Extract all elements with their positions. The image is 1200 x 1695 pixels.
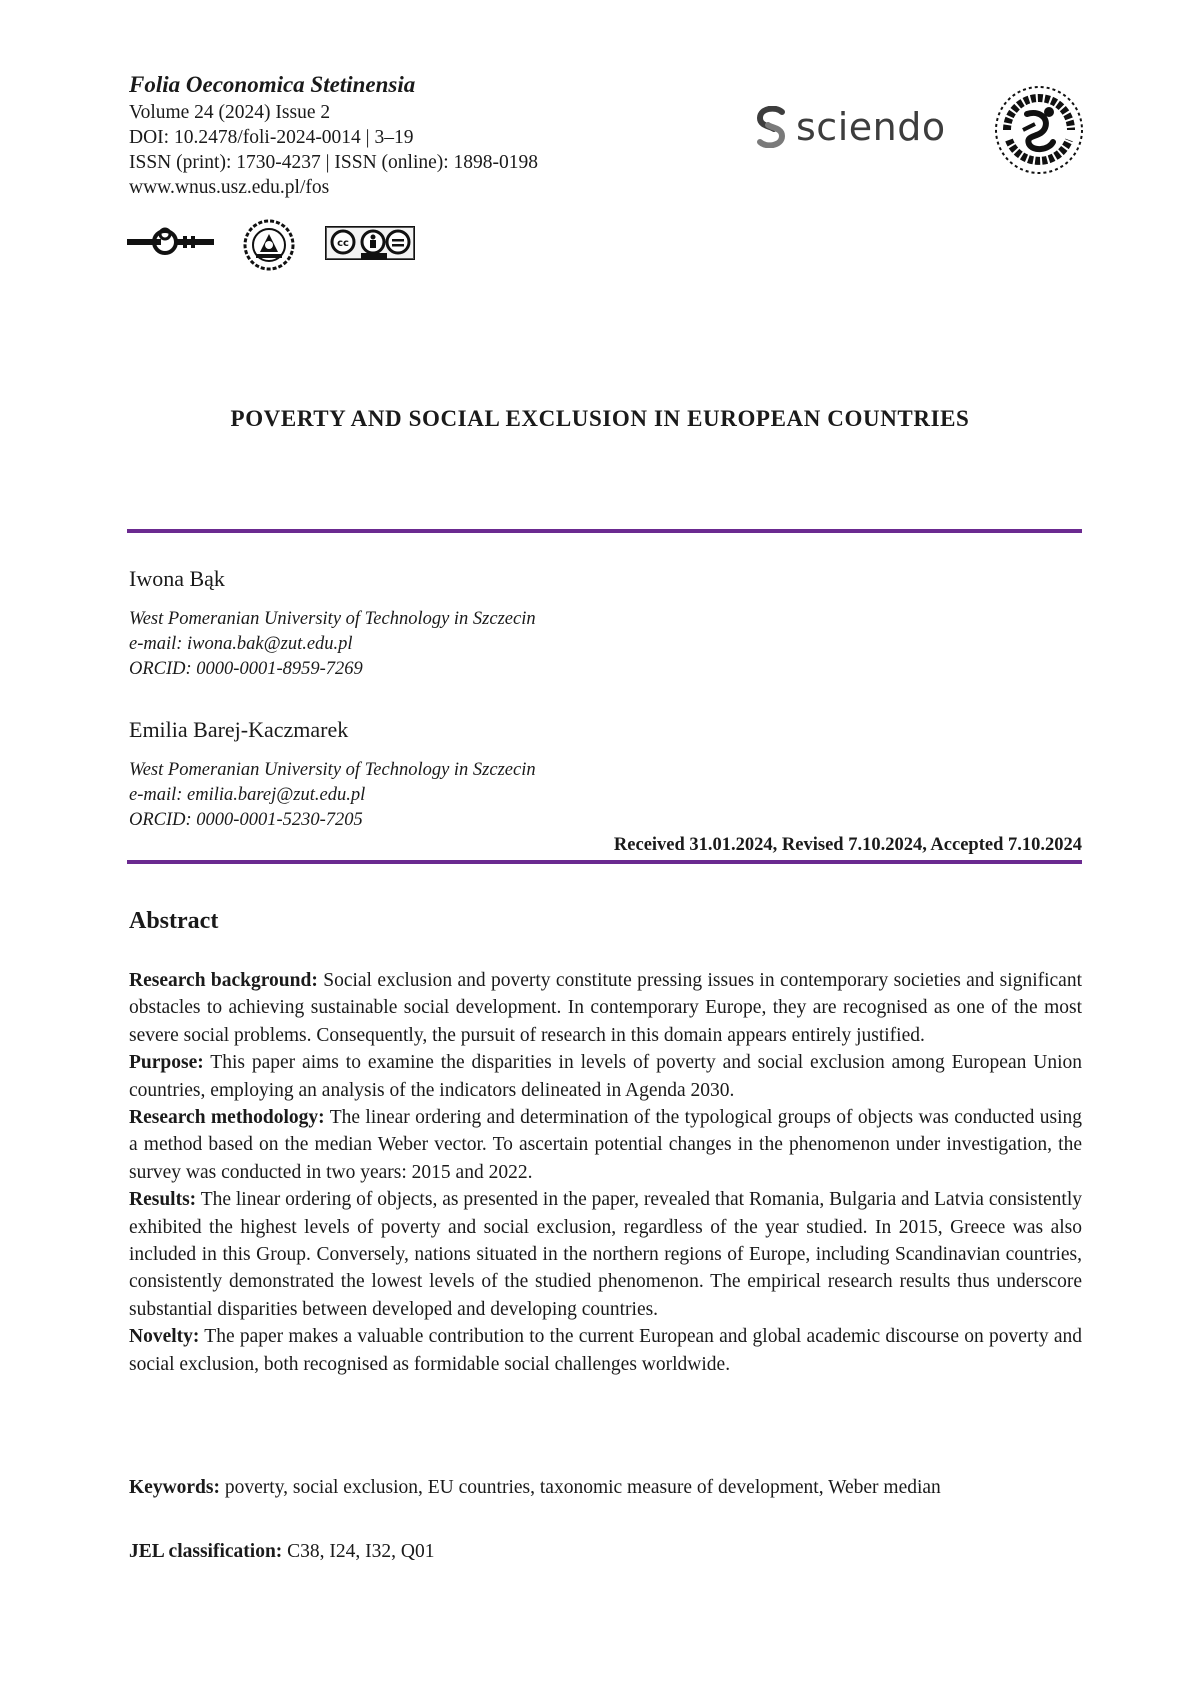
abstract-section-text: This paper aims to examine the disparities in levels of poverty and social exclusion among European Union countries, employing an analysis of the indicators delineated in Agenda 2030. <box>129 1052 1082 1101</box>
svg-text:cc: cc <box>337 238 349 249</box>
author-email[interactable]: e-mail: iwona.bak@zut.edu.pl <box>129 634 353 654</box>
jel-codes: C38, I24, I32, Q01 <box>282 1541 435 1562</box>
journal-title: Folia Oeconomica Stetinensia <box>129 72 416 97</box>
author-1 <box>129 565 1029 682</box>
abstract-section <box>129 967 1082 1049</box>
author-email[interactable]: e-mail: emilia.barej@zut.edu.pl <box>129 785 366 805</box>
sciendo-logo[interactable] <box>756 104 946 150</box>
keywords-text: poverty, social exclusion, EU countries, taxonomic measure of development, Weber median <box>220 1477 941 1498</box>
author-orcid[interactable]: ORCID: 0000-0001-8959-7269 <box>129 659 363 679</box>
journal-issn: ISSN (print): 1730-4237 | ISSN (online): 1898-0198 <box>129 152 539 173</box>
abstract-section <box>129 1104 1082 1186</box>
cc-by-license-icon[interactable] <box>325 226 415 260</box>
author-name: Iwona Bąk <box>129 566 225 591</box>
journal-website-link[interactable]: www.wnus.usz.edu.pl/fos <box>129 177 330 198</box>
bottom-divider <box>127 860 1082 864</box>
sciendo-mark-icon <box>756 106 786 148</box>
abstract-section-text: The linear ordering and determination of the typological groups of objects was conducted using a method based on the median Weber vector. To ascertain potential changes in the phenomenon under investigation, the survey was conducted in two years: 2015 and 2022. <box>129 1107 1082 1183</box>
journal-info <box>129 70 729 200</box>
open-access-key-icon[interactable] <box>127 222 217 262</box>
journal-volume: Volume 24 (2024) Issue 2 <box>129 102 331 123</box>
author-affiliation: West Pomeranian University of Technology in Szczecin <box>129 609 536 629</box>
keywords-label: Keywords: <box>129 1477 220 1498</box>
author-2 <box>129 716 1029 833</box>
journal-doi[interactable]: DOI: 10.2478/foli-2024-0014 | 3–19 <box>129 127 414 148</box>
abstract-section-label: Novelty: <box>129 1326 200 1348</box>
jel-label: JEL classification: <box>129 1541 283 1562</box>
abstract-section-label: Purpose: <box>129 1052 204 1074</box>
jel-classification <box>129 1538 1082 1565</box>
author-orcid[interactable]: ORCID: 0000-0001-5230-7205 <box>129 810 363 830</box>
abstract-section-label: Research background: <box>129 970 318 991</box>
abstract-section <box>129 1323 1082 1378</box>
peer-review-seal-icon[interactable] <box>242 218 296 272</box>
abstract-section-label: Research methodology: <box>129 1107 325 1129</box>
sciendo-wordmark: sciendo <box>796 105 946 149</box>
abstract-section-label: Results: <box>129 1189 197 1211</box>
abstract-body <box>129 967 1082 1378</box>
author-name: Emilia Barej-Kaczmarek <box>129 717 349 742</box>
submission-dates: Received 31.01.2024, Revised 7.10.2024, Accepted 7.10.2024 <box>613 835 1082 855</box>
abstract-section-text: The linear ordering of objects, as presented in the paper, revealed that Romania, Bulgaria and Latvia consistently exhibited the highest levels of poverty and social exclusion, regardless of the year studied. In 2015, Greece was also included in this Group. Conversely, nations situated in the northern regions of Europe, including Scandinavian countries, consistently demonstrated the lowest levels of the studied phenomenon. The empirical research results thus underscore substantial disparities between developed and developing countries. <box>129 1189 1082 1320</box>
top-divider <box>127 529 1082 533</box>
keywords <box>129 1474 1082 1501</box>
abstract-section-text: The paper makes a valuable contribution to the current European and global academic discourse on poverty and social exclusion, both recognised as formidable social challenges worldwide. <box>129 1326 1082 1375</box>
author-affiliation: West Pomeranian University of Technology in Szczecin <box>129 760 536 780</box>
abstract-section <box>129 1049 1082 1104</box>
paper-title: POVERTY AND SOCIAL EXCLUSION IN EUROPEAN COUNTRIES <box>230 406 970 431</box>
abstract-section-text: Social exclusion and poverty constitute pressing issues in contemporary societies and significant obstacles to achieving sustainable social development. In contemporary Europe, they are recognised as one of the most severe social problems. Consequently, the pursuit of research in this domain appears entirely justified. <box>129 970 1082 1046</box>
university-of-szczecin-seal-icon[interactable] <box>993 84 1085 181</box>
abstract-section <box>129 1186 1082 1323</box>
abstract-heading: Abstract <box>129 908 219 934</box>
